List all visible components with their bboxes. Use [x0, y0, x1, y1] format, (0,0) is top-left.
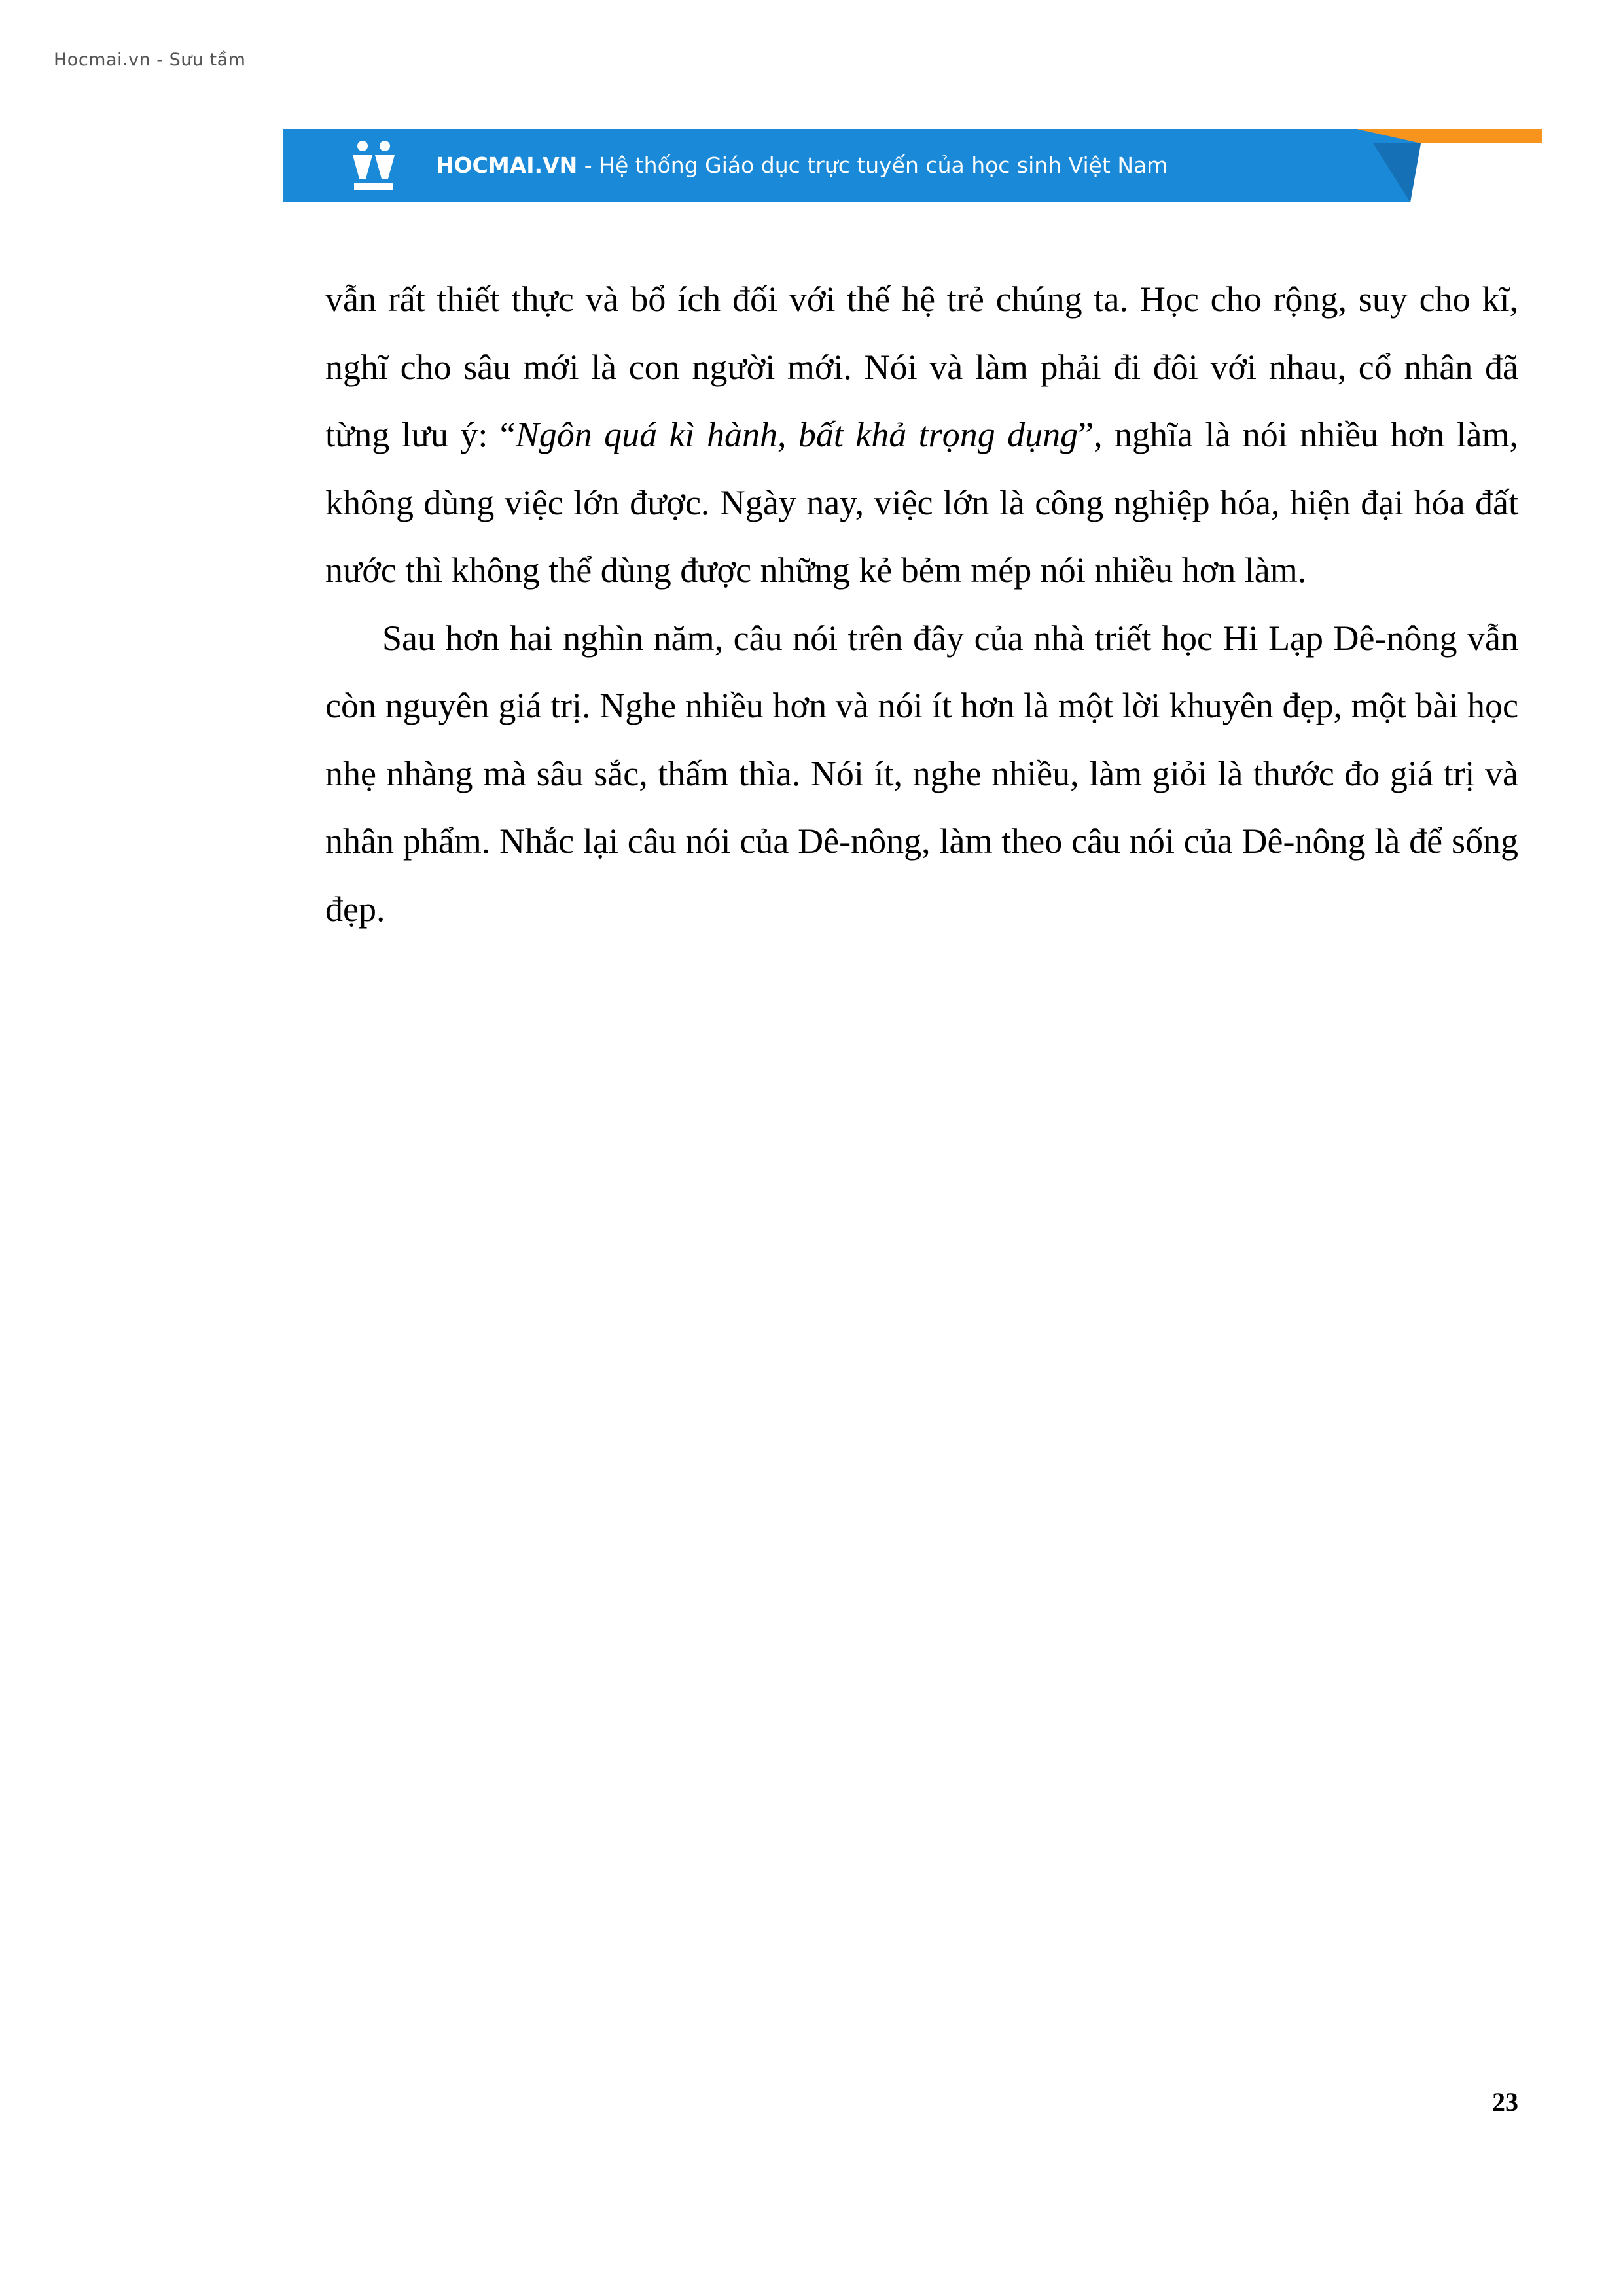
- paragraph-2: Sau hơn hai nghìn năm, câu nói trên đây của nhà triết học Hi Lạp Dê-nông vẫn còn nguyên giá trị. Nghe nhiều hơn và nói ít hơn là một lời khuyên đẹp, một bài học nhẹ nhàng mà sâu sắc, thấm thìa. Nói ít, nghe nhiều, làm giỏi là thước đo giá trị và nhân phẩm. Nhắc lại câu nói của Dê-nông, làm theo câu nói của Dê-nông là để sống đẹp.: [325, 618, 1518, 929]
- page-number: 23: [1492, 2087, 1518, 2117]
- paragraph-1-quote: Ngôn quá kì hành, bất khả trọng dụng: [515, 415, 1079, 454]
- main-content: [325, 266, 1518, 943]
- paragraph-1: [325, 266, 1518, 605]
- header-banner: [283, 129, 1542, 202]
- banner-tagline: - Hệ thống Giáo dục trực tuyến của học sinh Việt Nam: [577, 152, 1168, 178]
- paragraph-1-text-b: ”, nghĩa là nói nhiều hơn làm, không dùng việc lớn được. Ngày nay, việc lớn là công nghiệp hóa, hiện đại hóa đất nước thì không thể dùng được những kẻ bẻm mép nói nhiều hơn làm.: [325, 415, 1518, 590]
- paragraph-1-text-a: vẫn rất thiết thực và bổ ích đối với thế hệ trẻ chúng ta. Học cho rộng, suy cho kĩ, nghĩ cho sâu mới là con người mới. Nói và làm phải đi đôi với nhau, cổ nhân đã từng lưu ý: “: [325, 279, 1518, 454]
- banner-text: [436, 129, 1168, 202]
- banner-brand: HOCMAI.VN: [436, 152, 578, 178]
- hocmai-logo-icon: [346, 138, 401, 193]
- source-note: Hocmai.vn - Sưu tầm: [54, 50, 246, 70]
